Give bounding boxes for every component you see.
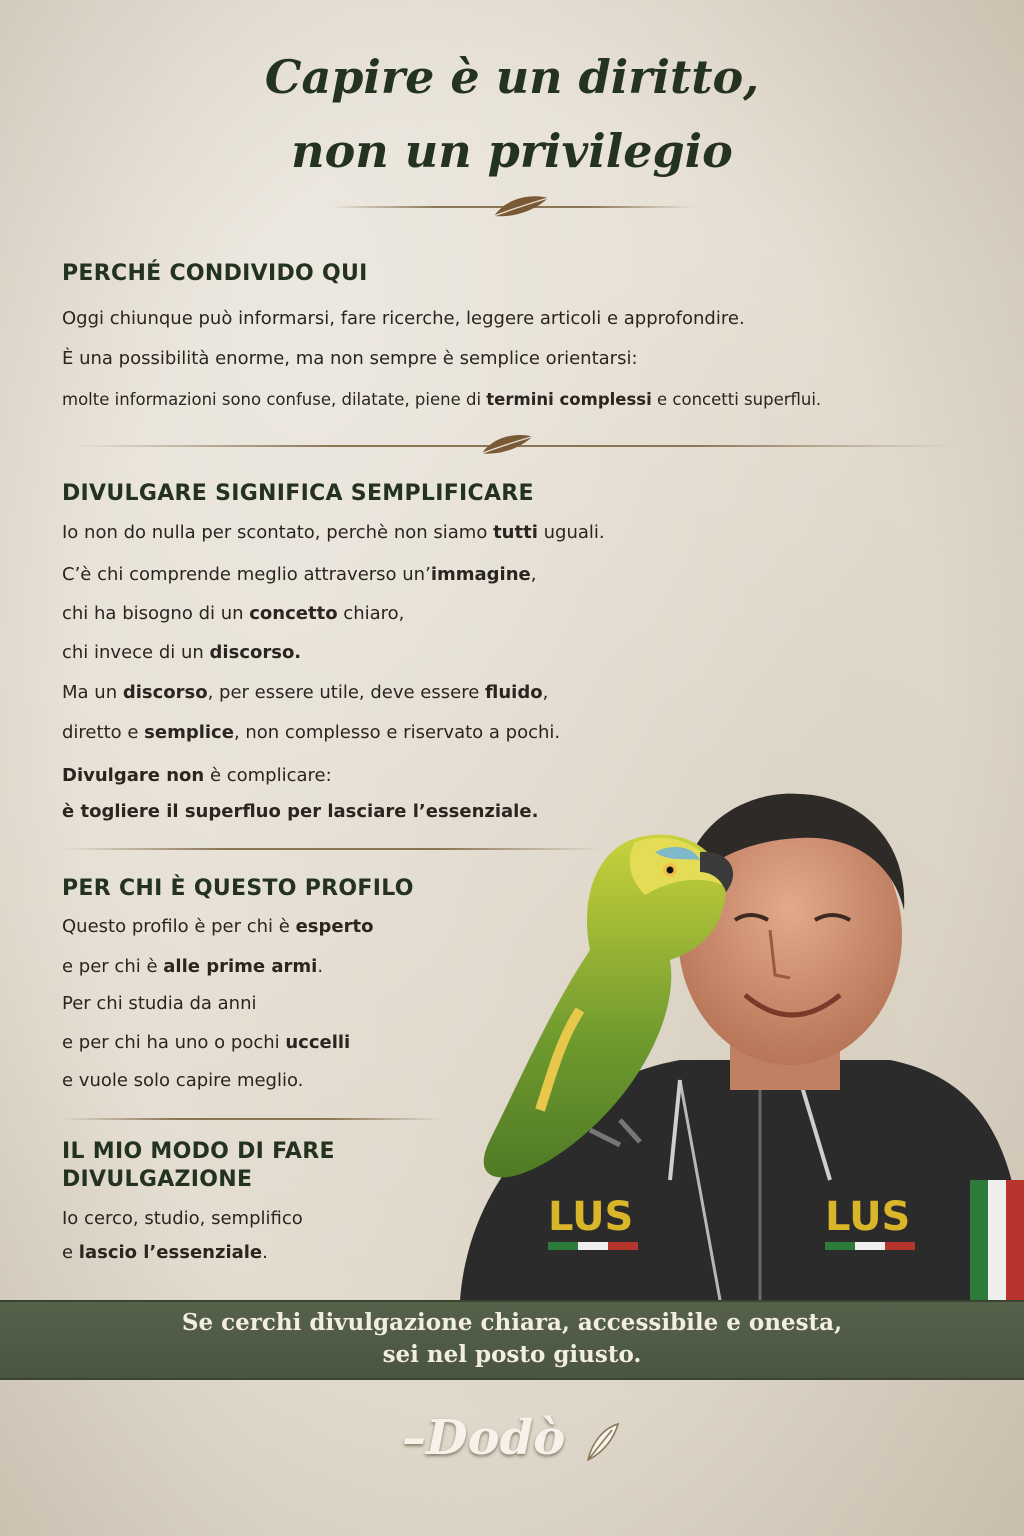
- section3-line-5: e vuole solo capire meglio.: [62, 1070, 304, 1091]
- section1-line-2: È una possibilità enorme, ma non sempre è semplice orientarsi:: [62, 348, 638, 369]
- svg-text:LUS: LUS: [825, 1194, 911, 1240]
- signature-dash: –: [402, 1410, 427, 1466]
- signature: [0, 1410, 1024, 1466]
- section-heading-profile: PER CHI È QUESTO PROFILO: [62, 876, 414, 901]
- section2-line-6: diretto e semplice, non complesso e riservato a pochi.: [62, 722, 561, 743]
- signature-text: Dodò: [426, 1410, 566, 1466]
- banner-line-1: Se cerchi divulgazione chiara, accessibile e onesta,: [181, 1309, 843, 1336]
- section3-line-4: e per chi ha uno o pochi uccelli: [62, 1032, 351, 1053]
- portrait-with-parrot-image: [430, 780, 1024, 1300]
- section2-line-5: Ma un discorso, per essere utile, deve essere fluido,: [62, 682, 549, 703]
- closing-banner: [0, 1300, 1024, 1380]
- section-heading-divulgare: DIVULGARE SIGNIFICA SEMPLIFICARE: [62, 481, 534, 506]
- section3-line-1: Questo profilo è per chi è esperto: [62, 916, 374, 937]
- page-title-line-1: Capire è un diritto,: [264, 50, 760, 104]
- section4-line-2: e lascio l’essenziale.: [62, 1242, 268, 1263]
- section4-line-1: Io cerco, studio, semplifico: [62, 1208, 303, 1229]
- section2-line-1: Io non do nulla per scontato, perchè non siamo tutti uguali.: [62, 522, 605, 543]
- section2-line-3: chi ha bisogno di un concetto chiaro,: [62, 603, 405, 624]
- section-heading-why: PERCHÉ CONDIVIDO QUI: [62, 261, 368, 286]
- section2-line-7: Divulgare non è complicare:: [62, 765, 332, 786]
- section-divider: [62, 1118, 442, 1120]
- section3-line-2: e per chi è alle prime armi.: [62, 956, 324, 977]
- svg-text:LUS: LUS: [548, 1194, 634, 1240]
- quill-icon: [582, 1420, 622, 1464]
- section1-line-1: Oggi chiunque può informarsi, fare ricerche, leggere articoli e approfondire.: [62, 308, 745, 329]
- section3-line-3: Per chi studia da anni: [62, 993, 257, 1014]
- page-title-line-2: non un privilegio: [291, 124, 733, 178]
- section1-line-3: molte informazioni sono confuse, dilatate, piene di termini complessi e concetti superflui.: [62, 390, 822, 409]
- feather-icon: [490, 192, 552, 222]
- section-heading-method-2: DIVULGAZIONE: [62, 1167, 253, 1192]
- feather-icon: [478, 430, 536, 460]
- banner-line-2: sei nel posto giusto.: [382, 1341, 642, 1368]
- section2-line-8: è togliere il superfluo per lasciare l’essenziale.: [62, 801, 539, 822]
- section2-line-2: C’è chi comprende meglio attraverso un’immagine,: [62, 564, 537, 585]
- section-heading-method-1: IL MIO MODO DI FARE: [62, 1139, 335, 1164]
- section2-line-4: chi invece di un discorso.: [62, 642, 302, 663]
